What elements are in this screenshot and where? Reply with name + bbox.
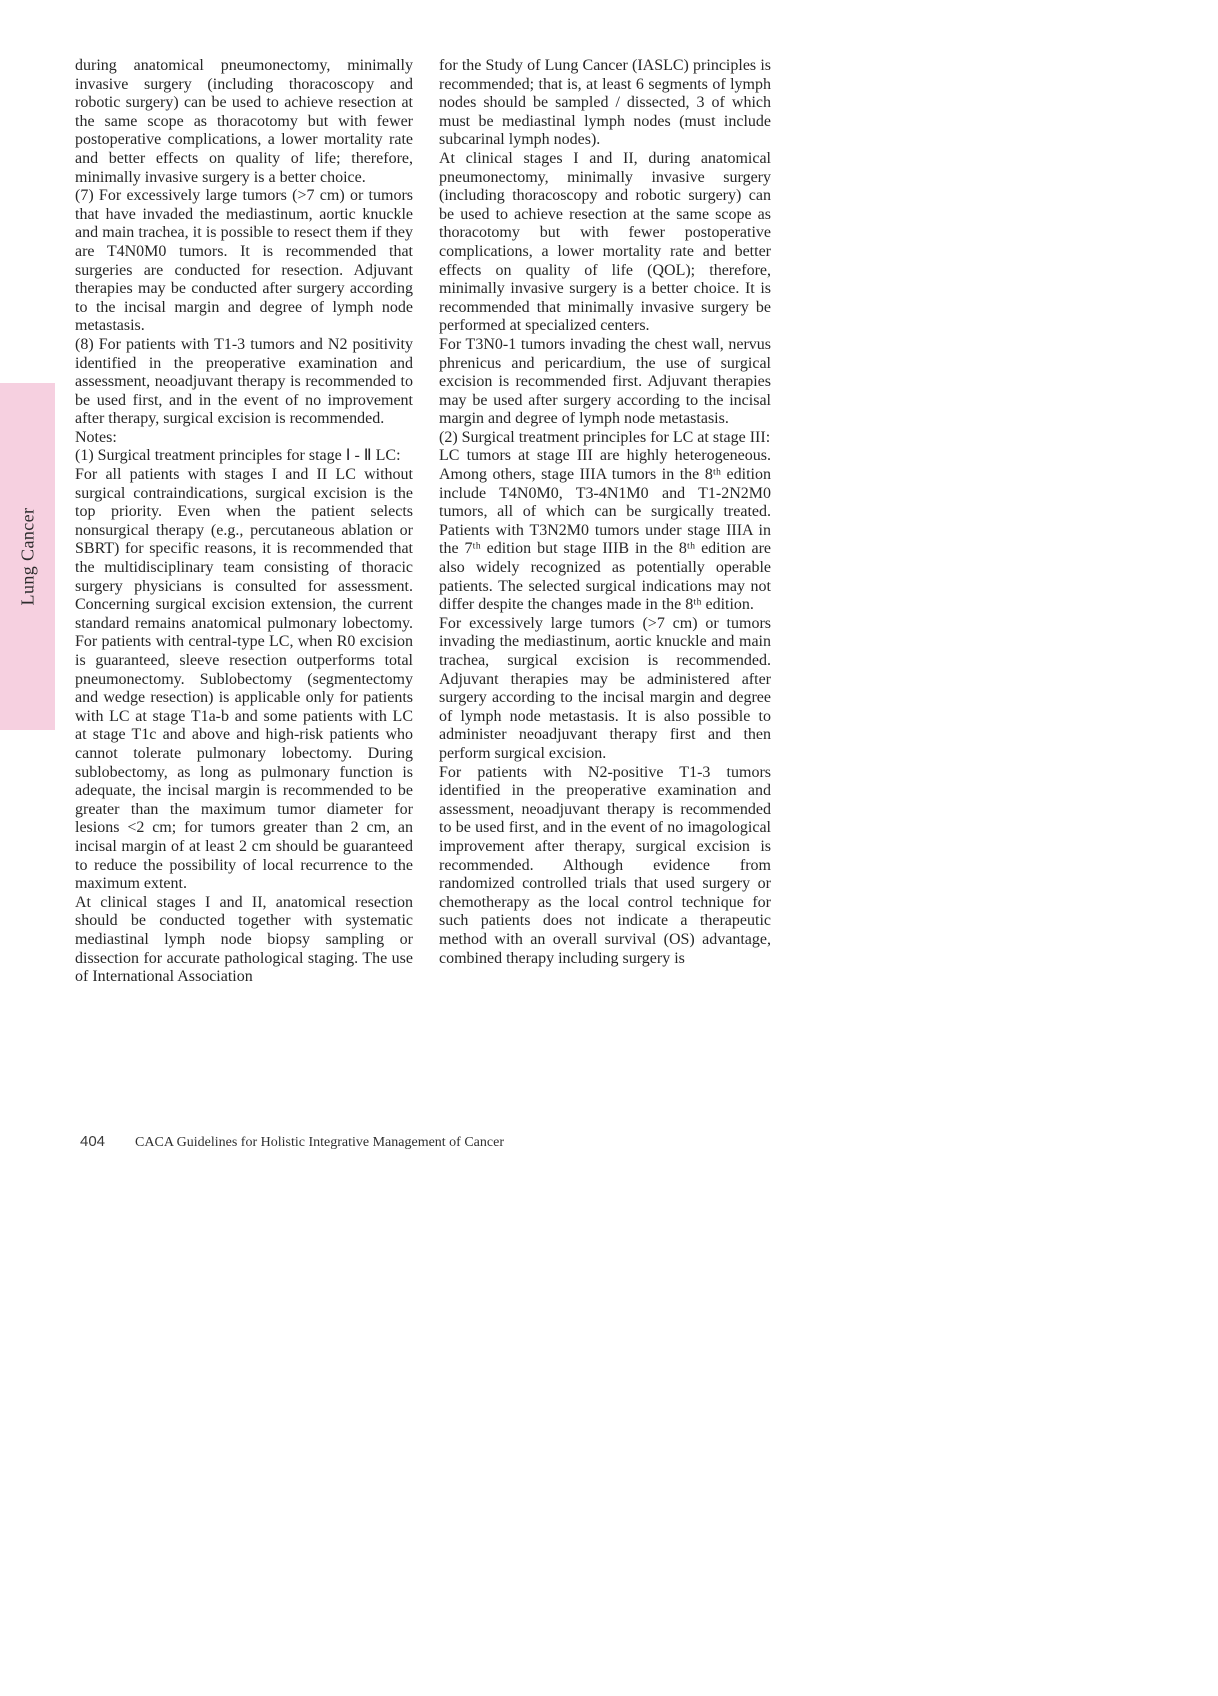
paragraph: At clinical stages I and II, during anatomical pneumonectomy, minimally invasive surgery (including thoracoscopy and robotic surgery) can be used to achieve resection at the same scope as thoracotomy but with fewer postoperative complications, a lower mortality rate and better effects on quality of life (QOL); therefore, minimally invasive surgery is a better choice. It is recommended that minimally invasive surgery be performed at specialized centers. bbox=[439, 149, 771, 335]
paragraph: (7) For excessively large tumors (>7 cm) or tumors that have invaded the mediastinum, aortic knuckle and main trachea, it is possible to resect them if they are T4N0M0 tumors. It is recommended that surgeries are conducted for resection. Adjuvant therapies may be conducted after surgery according to the incisal margin and degree of lymph node metastasis. bbox=[75, 187, 413, 335]
page-body bbox=[75, 57, 771, 987]
page-footer bbox=[80, 1133, 504, 1151]
text-column-right bbox=[439, 57, 771, 987]
paragraph: For all patients with stages I and II LC without surgical contraindications, surgical excision is the top priority. Even when the patient selects nonsurgical therapy (e.g., percutaneous ablation or SBRT) for specific reasons, it is recommended that the multidisciplinary team consisting of thoracic surgery physicians is consulted for assessment. Concerning surgical excision extension, the current standard remains anatomical pulmonary lobectomy. For patients with central-type LC, when R0 excision is guaranteed, sleeve resection outperforms total pneumonectomy. Sublobectomy (segmentectomy and wedge resection) is applicable only for patients with LC at stage T1a-b and some patients with LC at stage T1c and above and high-risk patients who cannot tolerate pulmonary lobectomy. During sublobectomy, as long as pulmonary function is adequate, the incisal margin is recommended to be greater than the maximum tumor diameter for lesions <2 cm; for tumors greater than 2 cm, an incisal margin of at least 2 cm should be guaranteed to reduce the possibility of local recurrence to the maximum extent. bbox=[75, 466, 413, 893]
paragraph: For patients with N2-positive T1-3 tumors identified in the preoperative examination and assessment, neoadjuvant therapy is recommended to be used first, and in the event of no imagological improvement after therapy, surgical excision is recommended. Although evidence from randomized controlled trials that used surgery or chemotherapy as the local control technique for such patients does not indicate a therapeutic method with an overall survival (OS) advantage, combined therapy including surgery is bbox=[439, 763, 771, 967]
chapter-thumb-tab bbox=[0, 383, 55, 730]
footer-title: CACA Guidelines for Holistic Integrative Management of Cancer bbox=[135, 1135, 504, 1150]
paragraph: (2) Surgical treatment principles for LC at stage III: bbox=[439, 428, 771, 446]
paragraph: (1) Surgical treatment principles for stage Ⅰ - Ⅱ LC: bbox=[75, 447, 401, 465]
paragraph: At clinical stages I and II, anatomical resection should be conducted together with systematic mediastinal lymph node biopsy sampling or dissection for accurate pathological staging. The use of International Association bbox=[75, 893, 413, 986]
paragraph: during anatomical pneumonectomy, minimally invasive surgery (including thoracoscopy and robotic surgery) can be used to achieve resection at the same scope as thoracotomy but with fewer postoperative complications, a lower mortality rate and better effects on quality of life; therefore, minimally invasive surgery is a better choice. bbox=[75, 57, 413, 186]
paragraph: Notes: bbox=[75, 428, 117, 446]
page-number: 404 bbox=[80, 1133, 106, 1150]
text-column-left bbox=[75, 57, 413, 987]
paragraph: LC tumors at stage III are highly heterogeneous. Among others, stage IIIA tumors in the 8ᵗʰ edition include T4N0M0, T3-4N1M0 and T1-2N2M0 tumors, all of which can be surgically treated. Patients with T3N2M0 tumors under stage IIIA in the 7ᵗʰ edition but stage IIIB in the 8ᵗʰ edition are also widely recognized as potentially operable patients. The selected surgical indications may not differ despite the changes made in the 8ᵗʰ edition. bbox=[439, 447, 771, 614]
paragraph: (8) For patients with T1-3 tumors and N2 positivity identified in the preoperative examination and assessment, neoadjuvant therapy is recommended to be used first, and in the event of no improvement after therapy, surgical excision is recommended. bbox=[75, 335, 413, 428]
paragraph: For excessively large tumors (>7 cm) or tumors invading the mediastinum, aortic knuckle and main trachea, surgical excision is recommended. Adjuvant therapies may be administered after surgery according to the incisal margin and degree of lymph node metastasis. It is also possible to administer neoadjuvant therapy first and then perform surgical excision. bbox=[439, 614, 771, 762]
paragraph: for the Study of Lung Cancer (IASLC) principles is recommended; that is, at least 6 segments of lymph nodes should be sampled / dissected, 3 of which must be mediastinal lymph nodes (must include subcarinal lymph nodes). bbox=[439, 57, 771, 149]
paragraph: For T3N0-1 tumors invading the chest wall, nervus phrenicus and pericardium, the use of surgical excision is recommended first. Adjuvant therapies may be used after surgery according to the incisal margin and degree of lymph node metastasis. bbox=[439, 335, 771, 428]
chapter-tab-label: Lung Cancer bbox=[17, 507, 37, 606]
